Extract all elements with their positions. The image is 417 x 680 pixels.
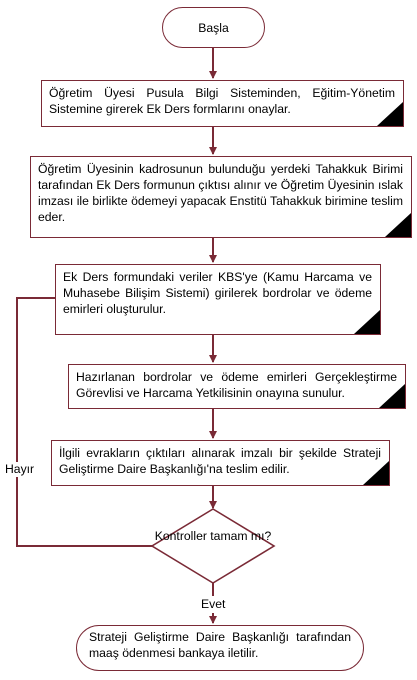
- decision-diamond: [152, 509, 274, 583]
- step-3-box: [55, 264, 381, 335]
- arrow-no-loop: [17, 298, 152, 546]
- end-label: Strateji Geliştirme Daire Başkanlığı tarafından maaş ödenmesi bankaya iletilir.: [89, 630, 351, 660]
- start-label: Başla: [198, 20, 229, 35]
- end-terminal: [76, 625, 364, 671]
- step-1-text: Öğretim Üyesi Pusula Bilgi Sisteminden, Eğitim-Yönetim Sistemine girerek Ek Ders formlarını onaylar.: [49, 86, 395, 116]
- step-2-box: [30, 156, 412, 238]
- start-terminal: [162, 7, 265, 48]
- step-5-text: İlgili evrakların çıktıları alınarak imzalı bir şekilde Strateji Geliştirme Daire Başkanlığı'na teslim edilir.: [59, 446, 381, 476]
- no-label: Hayır: [5, 462, 35, 476]
- decision-label: Kontroller tamam mı?: [154, 529, 272, 543]
- step-3-text: Ek Ders formundaki veriler KBS'ye (Kamu Harcama ve Muhasebe Bilişim Sistemi) girilerek bordrolar ve ödeme emirleri oluşturulur.: [63, 270, 372, 316]
- step-4-box: [68, 364, 406, 409]
- step-4-text: Hazırlanan bordrolar ve ödeme emirleri Gerçekleştirme Görevlisi ve Harcama Yetkilisinin onayına sunulur.: [76, 370, 397, 400]
- yes-label: Evet: [201, 597, 226, 611]
- step-1-box: [41, 80, 404, 127]
- step-2-text: Öğretim Üyesinin kadrosunun bulunduğu yerdeki Tahakkuk Birimi tarafından Ek Ders formunun çıktısı alınır ve Öğretim Üyesinin ıslak imzası ile birlikte ödemeyi yapacak Enstitü Tahakkuk birimine teslim eder.: [38, 162, 403, 224]
- step-5-box: [51, 440, 390, 486]
